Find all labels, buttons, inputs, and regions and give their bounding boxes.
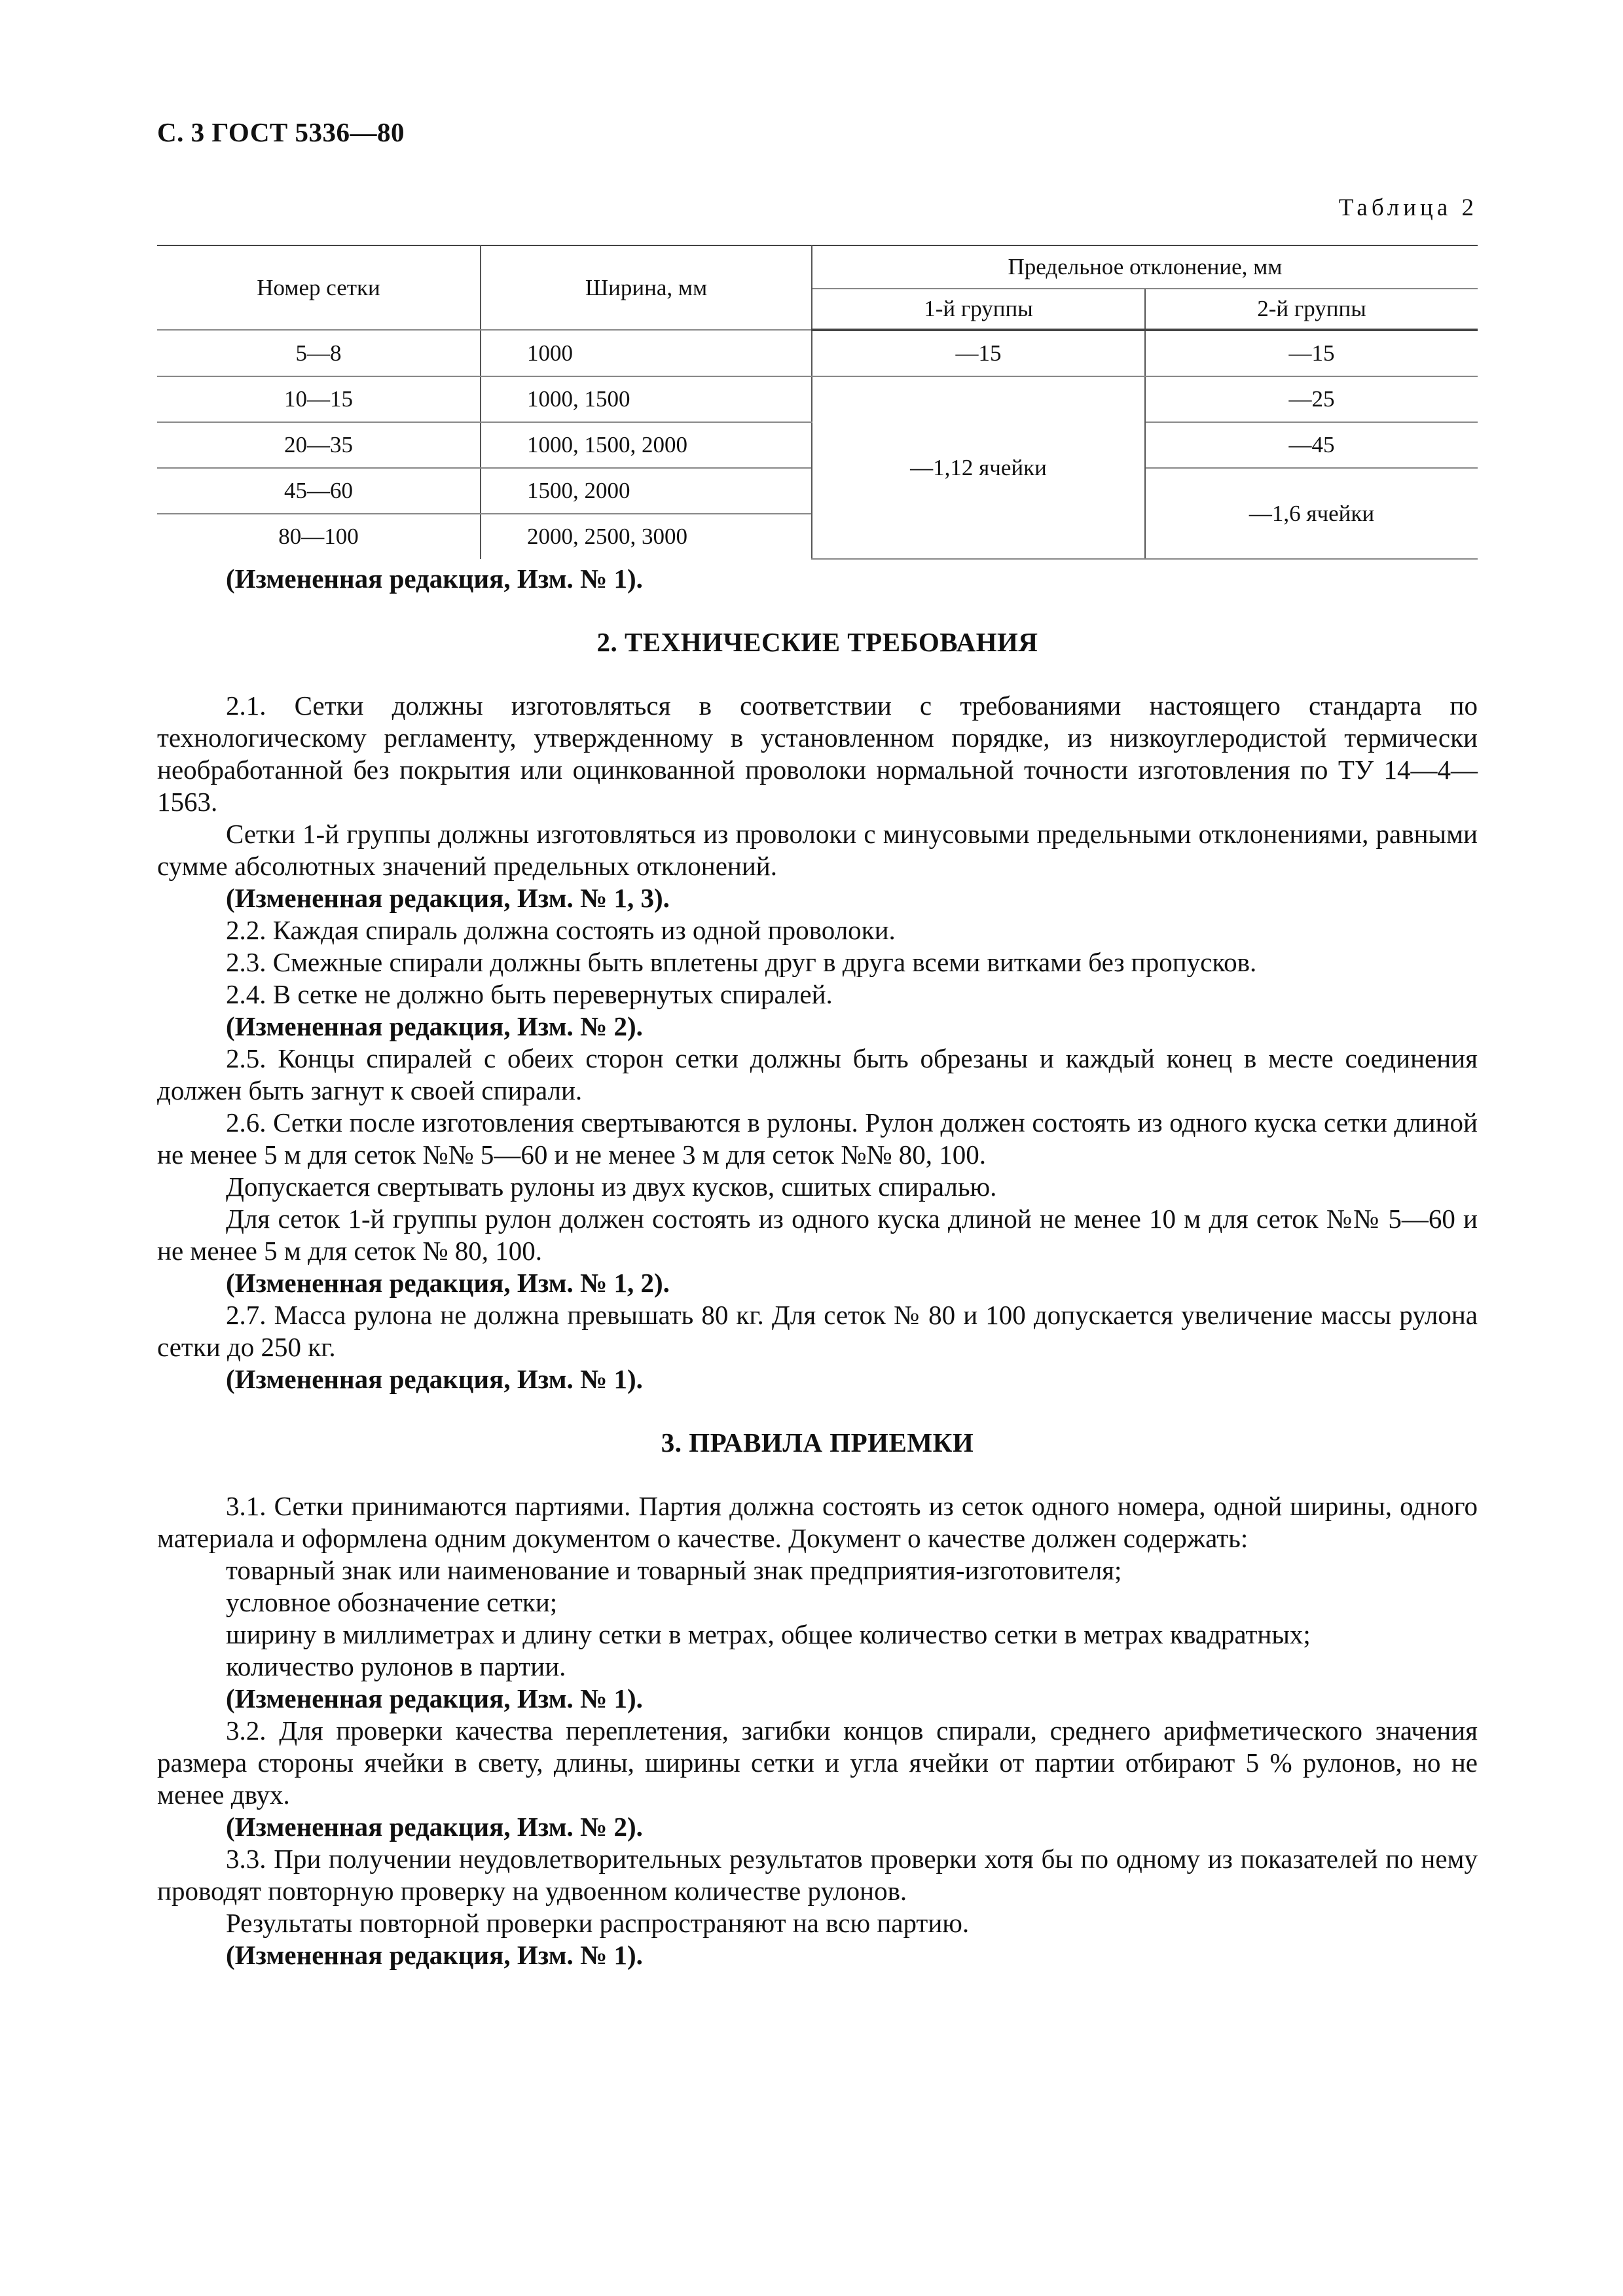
list-item: ширину в миллиметрах и длину сетки в метрах, общее количество сетки в метрах квадратных; xyxy=(226,1619,1311,1649)
amendment-note: (Измененная редакция, Изм. № 2). xyxy=(226,1812,643,1842)
paragraph: 2.2. Каждая спираль должна состоять из одной проволоки. xyxy=(226,915,896,945)
paragraph: 2.7. Масса рулона не должна превышать 80 кг. Для сеток № 80 и 100 допускается увеличение массы рулона сетки до 250 кг. xyxy=(157,1300,1478,1362)
page-header: С. 3 ГОСТ 5336—80 xyxy=(157,117,405,147)
cell-width: 1000, 1500 xyxy=(481,376,812,422)
header-group2: 2-й группы xyxy=(1145,289,1478,330)
paragraph: Результаты повторной проверки распространяют на всю партию. xyxy=(226,1908,970,1938)
paragraph: 2.3. Смежные спирали должны быть вплетены друг в друга всеми витками без пропусков. xyxy=(226,947,1257,977)
cell-group2-merged: —1,6 ячейки xyxy=(1145,468,1478,559)
paragraph: Допускается свертывать рулоны из двух кусков, сшитых спиралью. xyxy=(226,1172,997,1202)
amendment-note: (Измененная редакция, Изм. № 1, 2). xyxy=(226,1268,670,1298)
table-row xyxy=(157,376,1478,422)
amendment-note: (Измененная редакция, Изм. № 1, 3). xyxy=(226,883,670,913)
cell-width: 1000, 1500, 2000 xyxy=(481,422,812,468)
list-item: товарный знак или наименование и товарный знак предприятия-изготовителя; xyxy=(226,1555,1122,1585)
paragraph: Сетки 1-й группы должны изготовляться из проволоки с минусовыми предельными отклонениями, равными сумме абсолютных значений предельных отклонений. xyxy=(157,819,1478,881)
table-caption: Таблица 2 xyxy=(1338,194,1478,221)
cell-group2: —15 xyxy=(1145,330,1478,376)
list-item: количество рулонов в партии. xyxy=(226,1651,566,1681)
cell-number: 80—100 xyxy=(157,514,481,559)
cell-number: 45—60 xyxy=(157,468,481,514)
table-row xyxy=(157,330,1478,376)
cell-group1: —15 xyxy=(812,330,1145,376)
cell-group1-merged: —1,12 ячейки xyxy=(812,376,1145,559)
cell-width: 1500, 2000 xyxy=(481,468,812,514)
amendment-note: (Измененная редакция, Изм. № 1). xyxy=(226,1364,643,1394)
cell-width: 2000, 2500, 3000 xyxy=(481,514,812,559)
mesh-width-table xyxy=(157,245,1478,560)
section-3-title: 3. ПРАВИЛА ПРИЕМКИ xyxy=(661,1427,974,1458)
amendment-note: (Измененная редакция, Изм. № 1). xyxy=(226,1683,643,1713)
paragraph: 3.1. Сетки принимаются партиями. Партия должна состоять из сеток одного номера, одной ширины, одного материала и оформлена одним документом о качестве. Документ о качестве должен содержать: xyxy=(157,1491,1478,1553)
header-deviation: Предельное отклонение, мм xyxy=(812,245,1478,289)
paragraph: 2.6. Сетки после изготовления свертываются в рулоны. Рулон должен состоять из одного куска сетки длиной не менее 5 м для сеток №№ 5—60 и не менее 3 м для сеток №№ 80, 100. xyxy=(157,1107,1478,1170)
section-2-title: 2. ТЕХНИЧЕСКИЕ ТРЕБОВАНИЯ xyxy=(596,627,1038,657)
amendment-note: (Измененная редакция, Изм. № 1). xyxy=(226,564,643,594)
paragraph: 2.1. Сетки должны изготовляться в соответствии с требованиями настоящего стандарта по технологическому регламенту, утвержденному в установленном порядке, из низкоуглеродистой термически необработанной без покрытия или оцинкованной проволоки нормальной точности изготовления по ТУ 14—4—1563. xyxy=(157,691,1478,817)
cell-group2: —25 xyxy=(1145,376,1478,422)
paragraph: Для сеток 1-й группы рулон должен состоять из одного куска длиной не менее 10 м для сеток №№ 5—60 и не менее 5 м для сеток № 80, 100. xyxy=(157,1204,1478,1266)
paragraph: 3.2. Для проверки качества переплетения, загибки концов спирали, среднего арифметического значения размера стороны ячейки в свету, длины, ширины сетки и угла ячейки от партии отбирают 5 % рулонов, но не менее двух. xyxy=(157,1715,1478,1810)
paragraph: 2.5. Концы спиралей с обеих сторон сетки должны быть обрезаны и каждый конец в месте соединения должен быть загнут к своей спирали. xyxy=(157,1043,1478,1105)
cell-number: 10—15 xyxy=(157,376,481,422)
paragraph: 2.4. В сетке не должно быть перевернутых спиралей. xyxy=(226,979,833,1009)
document-body xyxy=(157,563,1478,1971)
cell-width: 1000 xyxy=(481,330,812,376)
header-mesh-number: Номер сетки xyxy=(157,245,481,330)
header-width: Ширина, мм xyxy=(481,245,812,330)
cell-group2: —45 xyxy=(1145,422,1478,468)
header-group1: 1-й группы xyxy=(812,289,1145,330)
list-item: условное обозначение сетки; xyxy=(226,1587,558,1617)
amendment-note: (Измененная редакция, Изм. № 2). xyxy=(226,1011,643,1041)
cell-number: 20—35 xyxy=(157,422,481,468)
paragraph: 3.3. При получении неудовлетворительных результатов проверки хотя бы по одному из показателей по нему проводят повторную проверку на удвоенном количестве рулонов. xyxy=(157,1844,1478,1906)
cell-number: 5—8 xyxy=(157,330,481,376)
amendment-note: (Измененная редакция, Изм. № 1). xyxy=(226,1940,643,1970)
